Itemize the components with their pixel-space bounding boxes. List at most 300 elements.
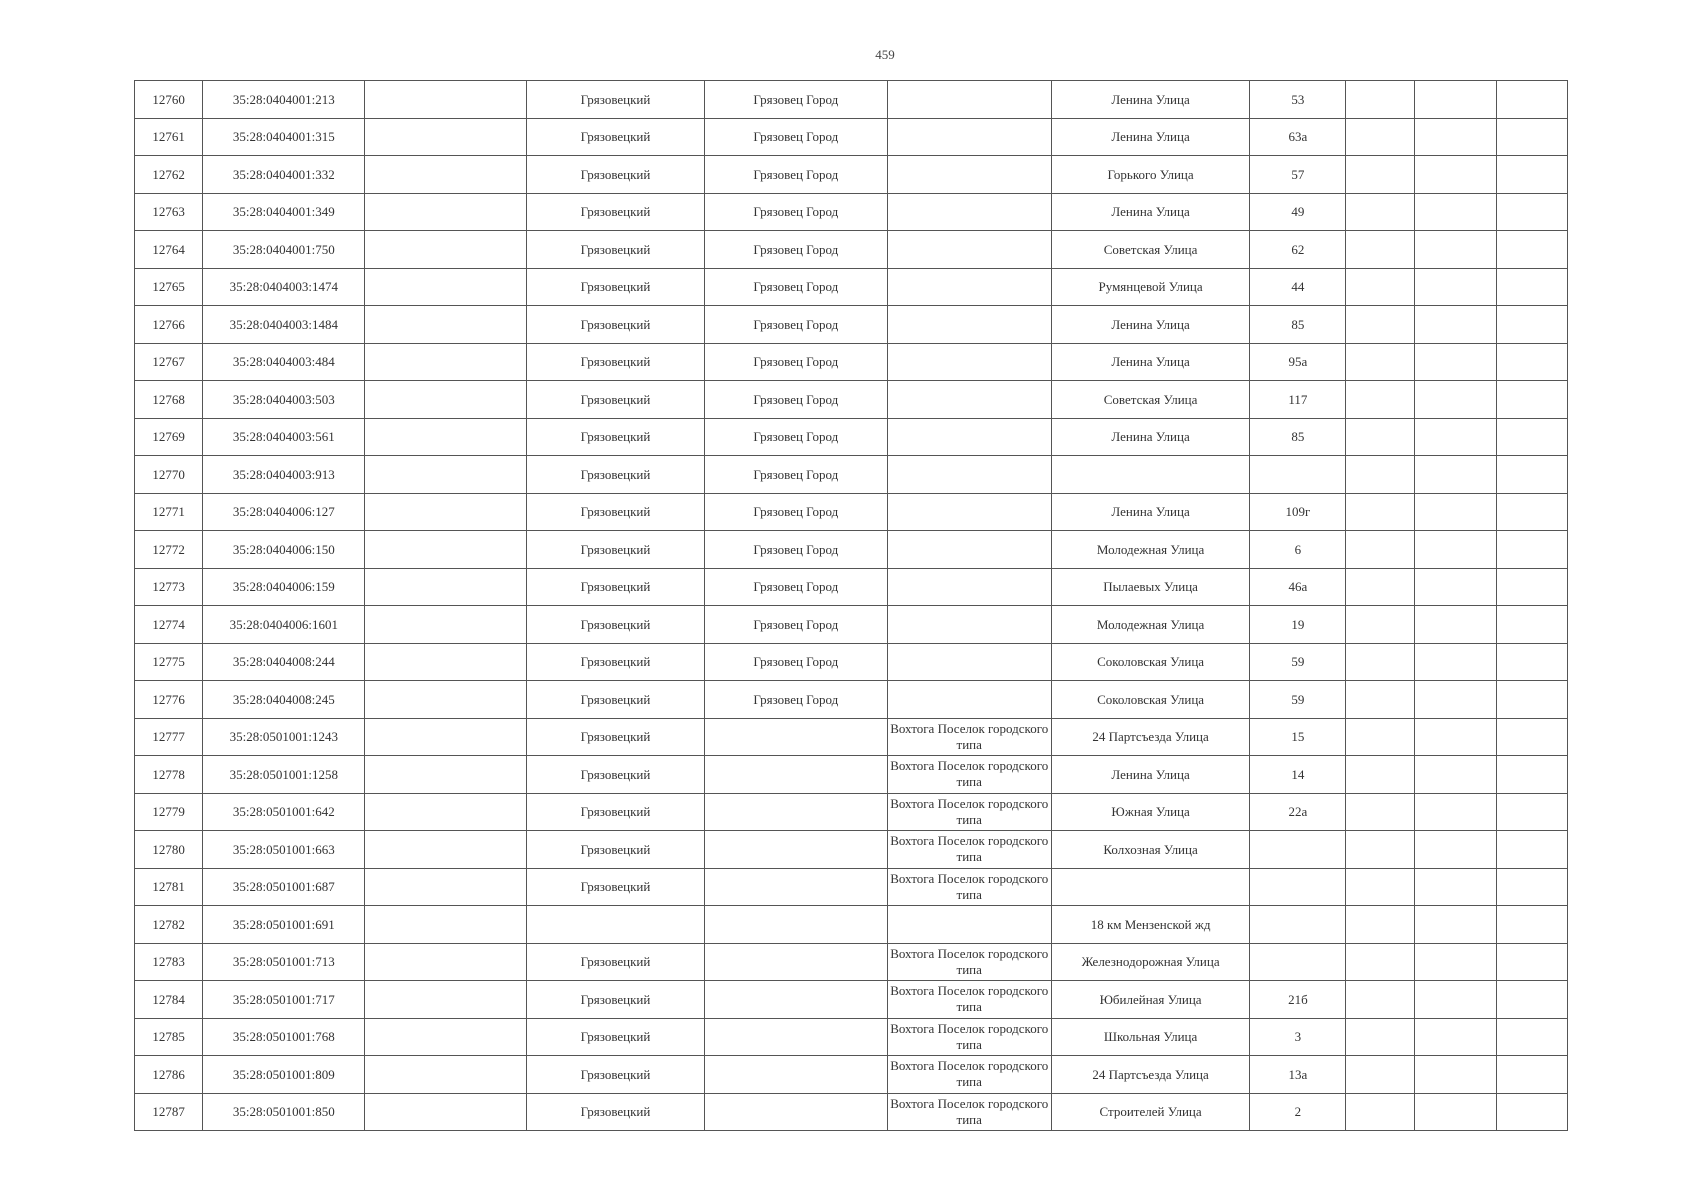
cell-city: Грязовец Город xyxy=(705,568,887,606)
cell-empty xyxy=(1414,456,1496,494)
cell-house xyxy=(1250,831,1346,869)
cell-row-number: 12772 xyxy=(135,531,203,569)
cell-empty xyxy=(365,381,526,419)
cell-city: Грязовец Город xyxy=(705,306,887,344)
cell-empty xyxy=(365,718,526,756)
cell-locality xyxy=(887,606,1051,644)
cell-cadastral-number: 35:28:0501001:850 xyxy=(203,1093,365,1131)
table-row xyxy=(135,418,1568,456)
cell-row-number: 12784 xyxy=(135,981,203,1019)
cell-district: Грязовецкий xyxy=(526,868,704,906)
cell-empty xyxy=(365,906,526,944)
cell-empty xyxy=(1414,306,1496,344)
cell-street: Молодежная Улица xyxy=(1051,606,1249,644)
table-row xyxy=(135,156,1568,194)
cell-empty xyxy=(1346,681,1414,719)
cell-house: 2 xyxy=(1250,1093,1346,1131)
cell-empty xyxy=(1496,418,1567,456)
cell-empty xyxy=(1414,943,1496,981)
cell-empty xyxy=(1346,643,1414,681)
cell-empty xyxy=(1496,381,1567,419)
cell-empty xyxy=(365,756,526,794)
cell-cadastral-number: 35:28:0404001:349 xyxy=(203,193,365,231)
cell-district: Грязовецкий xyxy=(526,418,704,456)
cell-empty xyxy=(1346,718,1414,756)
cell-locality xyxy=(887,906,1051,944)
cell-locality xyxy=(887,343,1051,381)
cell-district: Грязовецкий xyxy=(526,531,704,569)
cell-empty xyxy=(1414,868,1496,906)
cell-empty xyxy=(1346,418,1414,456)
cell-house: 53 xyxy=(1250,81,1346,119)
table-row xyxy=(135,868,1568,906)
cell-empty xyxy=(1496,981,1567,1019)
cell-city: Грязовец Город xyxy=(705,493,887,531)
cell-city xyxy=(705,1093,887,1131)
cell-cadastral-number: 35:28:0404006:150 xyxy=(203,531,365,569)
cell-district: Грязовецкий xyxy=(526,381,704,419)
cell-city: Грязовец Город xyxy=(705,681,887,719)
cell-locality xyxy=(887,118,1051,156)
cell-district: Грязовецкий xyxy=(526,793,704,831)
cell-row-number: 12781 xyxy=(135,868,203,906)
cell-empty xyxy=(1346,118,1414,156)
cell-street xyxy=(1051,868,1249,906)
cell-row-number: 12783 xyxy=(135,943,203,981)
cell-empty xyxy=(1346,606,1414,644)
cell-cadastral-number: 35:28:0404008:245 xyxy=(203,681,365,719)
cell-row-number: 12773 xyxy=(135,568,203,606)
cell-street: Советская Улица xyxy=(1051,381,1249,419)
cell-cadastral-number: 35:28:0404003:1474 xyxy=(203,268,365,306)
table-row xyxy=(135,681,1568,719)
cell-empty xyxy=(1496,793,1567,831)
cell-locality xyxy=(887,381,1051,419)
table-row xyxy=(135,81,1568,119)
cell-district: Грязовецкий xyxy=(526,606,704,644)
cell-row-number: 12780 xyxy=(135,831,203,869)
table-row xyxy=(135,718,1568,756)
cell-empty xyxy=(1496,193,1567,231)
cell-cadastral-number: 35:28:0501001:1258 xyxy=(203,756,365,794)
cell-empty xyxy=(1414,81,1496,119)
cell-empty xyxy=(1346,1056,1414,1094)
cell-empty xyxy=(1496,268,1567,306)
table-row xyxy=(135,568,1568,606)
cell-empty xyxy=(1496,831,1567,869)
cell-district: Грязовецкий xyxy=(526,268,704,306)
table-row xyxy=(135,456,1568,494)
cell-street: Горького Улица xyxy=(1051,156,1249,194)
cell-empty xyxy=(1346,831,1414,869)
cell-district: Грязовецкий xyxy=(526,193,704,231)
cell-empty xyxy=(1414,381,1496,419)
cell-district: Грязовецкий xyxy=(526,943,704,981)
cell-locality xyxy=(887,268,1051,306)
cell-empty xyxy=(1496,906,1567,944)
cell-empty xyxy=(365,793,526,831)
table-row xyxy=(135,756,1568,794)
cell-district: Грязовецкий xyxy=(526,118,704,156)
table-row xyxy=(135,643,1568,681)
cell-locality xyxy=(887,231,1051,269)
cell-empty xyxy=(1414,793,1496,831)
cell-cadastral-number: 35:28:0501001:768 xyxy=(203,1018,365,1056)
cell-row-number: 12785 xyxy=(135,1018,203,1056)
cell-row-number: 12782 xyxy=(135,906,203,944)
cell-street: Румянцевой Улица xyxy=(1051,268,1249,306)
cell-empty xyxy=(1414,606,1496,644)
cell-empty xyxy=(1346,343,1414,381)
cell-empty xyxy=(365,418,526,456)
cell-row-number: 12769 xyxy=(135,418,203,456)
cell-district: Грязовецкий xyxy=(526,681,704,719)
table-row xyxy=(135,793,1568,831)
cell-cadastral-number: 35:28:0501001:642 xyxy=(203,793,365,831)
cell-city: Грязовец Город xyxy=(705,381,887,419)
cell-house: 63а xyxy=(1250,118,1346,156)
cell-empty xyxy=(1346,306,1414,344)
cell-locality: Вохтога Поселок городского типа xyxy=(887,793,1051,831)
cell-cadastral-number: 35:28:0404008:244 xyxy=(203,643,365,681)
cell-empty xyxy=(365,118,526,156)
table-row xyxy=(135,1093,1568,1131)
table-row xyxy=(135,831,1568,869)
cell-house: 22а xyxy=(1250,793,1346,831)
cell-locality: Вохтога Поселок городского типа xyxy=(887,981,1051,1019)
cell-empty xyxy=(1346,531,1414,569)
cell-empty xyxy=(365,568,526,606)
cell-empty xyxy=(365,343,526,381)
cell-row-number: 12766 xyxy=(135,306,203,344)
cell-empty xyxy=(1496,1018,1567,1056)
cell-row-number: 12778 xyxy=(135,756,203,794)
cell-house: 57 xyxy=(1250,156,1346,194)
cell-city: Грязовец Город xyxy=(705,531,887,569)
cell-district: Грязовецкий xyxy=(526,493,704,531)
cell-empty xyxy=(1414,418,1496,456)
cell-locality xyxy=(887,643,1051,681)
cell-locality xyxy=(887,81,1051,119)
cell-empty xyxy=(1346,381,1414,419)
cell-empty xyxy=(1346,493,1414,531)
cell-street: 24 Партсъезда Улица xyxy=(1051,718,1249,756)
cell-city xyxy=(705,718,887,756)
cell-empty xyxy=(1346,231,1414,269)
cell-empty xyxy=(1496,718,1567,756)
cell-empty xyxy=(365,681,526,719)
cell-district: Грязовецкий xyxy=(526,156,704,194)
table-row xyxy=(135,306,1568,344)
page-number: 459 xyxy=(875,47,895,62)
cell-house: 59 xyxy=(1250,681,1346,719)
cell-empty xyxy=(1346,1018,1414,1056)
cell-district: Грязовецкий xyxy=(526,81,704,119)
cell-row-number: 12777 xyxy=(135,718,203,756)
cell-row-number: 12768 xyxy=(135,381,203,419)
cell-empty xyxy=(365,193,526,231)
cell-city: Грязовец Город xyxy=(705,418,887,456)
cell-district: Грязовецкий xyxy=(526,1018,704,1056)
cell-city: Грязовец Город xyxy=(705,231,887,269)
cell-street: Советская Улица xyxy=(1051,231,1249,269)
cell-empty xyxy=(1414,831,1496,869)
cell-locality xyxy=(887,531,1051,569)
cell-street: Молодежная Улица xyxy=(1051,531,1249,569)
cell-city: Грязовец Город xyxy=(705,268,887,306)
cell-empty xyxy=(1346,756,1414,794)
cell-cadastral-number: 35:28:0501001:809 xyxy=(203,1056,365,1094)
cell-locality xyxy=(887,456,1051,494)
cell-empty xyxy=(1346,268,1414,306)
cell-house: 109г xyxy=(1250,493,1346,531)
cell-row-number: 12764 xyxy=(135,231,203,269)
cell-empty xyxy=(1496,868,1567,906)
cell-city: Грязовец Город xyxy=(705,156,887,194)
cell-house: 3 xyxy=(1250,1018,1346,1056)
cell-street: Ленина Улица xyxy=(1051,81,1249,119)
cell-locality xyxy=(887,681,1051,719)
cell-empty xyxy=(1496,1056,1567,1094)
cell-empty xyxy=(1496,156,1567,194)
cell-cadastral-number: 35:28:0501001:687 xyxy=(203,868,365,906)
cell-empty xyxy=(365,831,526,869)
cell-empty xyxy=(1346,81,1414,119)
cell-street: Ленина Улица xyxy=(1051,493,1249,531)
cell-empty xyxy=(1496,943,1567,981)
cell-cadastral-number: 35:28:0404001:315 xyxy=(203,118,365,156)
cell-cadastral-number: 35:28:0404003:1484 xyxy=(203,306,365,344)
cell-empty xyxy=(365,981,526,1019)
cell-empty xyxy=(365,231,526,269)
cell-empty xyxy=(1414,156,1496,194)
table-body xyxy=(135,81,1568,1131)
cell-city: Грязовец Город xyxy=(705,81,887,119)
cell-street: Соколовская Улица xyxy=(1051,643,1249,681)
cell-street: Ленина Улица xyxy=(1051,306,1249,344)
cell-district: Грязовецкий xyxy=(526,756,704,794)
cell-district: Грязовецкий xyxy=(526,1056,704,1094)
cell-city xyxy=(705,1018,887,1056)
cell-empty xyxy=(1496,756,1567,794)
cell-empty xyxy=(1414,531,1496,569)
cell-empty xyxy=(365,306,526,344)
cell-street: Ленина Улица xyxy=(1051,343,1249,381)
cell-empty xyxy=(365,606,526,644)
cell-empty xyxy=(1346,943,1414,981)
cell-empty xyxy=(1414,493,1496,531)
cell-empty xyxy=(1346,868,1414,906)
cell-district xyxy=(526,906,704,944)
cell-city xyxy=(705,868,887,906)
table-row xyxy=(135,981,1568,1019)
cell-house xyxy=(1250,943,1346,981)
cell-street: Пылаевых Улица xyxy=(1051,568,1249,606)
cell-empty xyxy=(1346,906,1414,944)
cell-empty xyxy=(1496,568,1567,606)
cell-district: Грязовецкий xyxy=(526,643,704,681)
cell-locality: Вохтога Поселок городского типа xyxy=(887,1093,1051,1131)
cell-house: 44 xyxy=(1250,268,1346,306)
cell-locality xyxy=(887,156,1051,194)
cell-district: Грязовецкий xyxy=(526,343,704,381)
cell-empty xyxy=(1414,118,1496,156)
cell-city xyxy=(705,1056,887,1094)
cell-row-number: 12771 xyxy=(135,493,203,531)
cell-house: 13а xyxy=(1250,1056,1346,1094)
cell-city xyxy=(705,981,887,1019)
cell-empty xyxy=(1414,756,1496,794)
cell-empty xyxy=(1496,231,1567,269)
cell-empty xyxy=(365,268,526,306)
registry-table xyxy=(134,80,1568,1131)
cell-empty xyxy=(365,1018,526,1056)
cell-house: 19 xyxy=(1250,606,1346,644)
cell-empty xyxy=(365,493,526,531)
cell-empty xyxy=(365,456,526,494)
cell-district: Грязовецкий xyxy=(526,456,704,494)
cell-empty xyxy=(1496,456,1567,494)
cell-row-number: 12787 xyxy=(135,1093,203,1131)
cell-house: 15 xyxy=(1250,718,1346,756)
cell-house: 62 xyxy=(1250,231,1346,269)
cell-locality xyxy=(887,568,1051,606)
cell-empty xyxy=(365,943,526,981)
cell-empty xyxy=(1414,568,1496,606)
cell-city: Грязовец Город xyxy=(705,606,887,644)
cell-empty xyxy=(1496,606,1567,644)
cell-row-number: 12770 xyxy=(135,456,203,494)
cell-cadastral-number: 35:28:0501001:717 xyxy=(203,981,365,1019)
table-row xyxy=(135,906,1568,944)
cell-city: Грязовец Город xyxy=(705,118,887,156)
cell-district: Грязовецкий xyxy=(526,231,704,269)
cell-cadastral-number: 35:28:0404006:159 xyxy=(203,568,365,606)
cell-house: 59 xyxy=(1250,643,1346,681)
cell-empty xyxy=(1496,1093,1567,1131)
cell-empty xyxy=(365,1056,526,1094)
cell-locality xyxy=(887,493,1051,531)
table-row xyxy=(135,268,1568,306)
cell-street: Ленина Улица xyxy=(1051,193,1249,231)
cell-house xyxy=(1250,456,1346,494)
cell-empty xyxy=(1346,456,1414,494)
cell-empty xyxy=(1346,981,1414,1019)
cell-row-number: 12762 xyxy=(135,156,203,194)
cell-empty xyxy=(1496,306,1567,344)
cell-empty xyxy=(1346,156,1414,194)
cell-city: Грязовец Город xyxy=(705,456,887,494)
table-row xyxy=(135,943,1568,981)
cell-cadastral-number: 35:28:0404003:503 xyxy=(203,381,365,419)
cell-empty xyxy=(1414,906,1496,944)
cell-locality: Вохтога Поселок городского типа xyxy=(887,718,1051,756)
cell-empty xyxy=(365,156,526,194)
cell-city: Грязовец Город xyxy=(705,643,887,681)
cell-house: 46а xyxy=(1250,568,1346,606)
cell-cadastral-number: 35:28:0404003:561 xyxy=(203,418,365,456)
cell-street: Колхозная Улица xyxy=(1051,831,1249,869)
cell-row-number: 12779 xyxy=(135,793,203,831)
cell-empty xyxy=(1496,643,1567,681)
table-row xyxy=(135,606,1568,644)
cell-street: 24 Партсъезда Улица xyxy=(1051,1056,1249,1094)
cell-locality xyxy=(887,193,1051,231)
cell-empty xyxy=(1496,81,1567,119)
cell-cadastral-number: 35:28:0501001:691 xyxy=(203,906,365,944)
cell-street: Ленина Улица xyxy=(1051,756,1249,794)
cell-house: 6 xyxy=(1250,531,1346,569)
cell-locality: Вохтога Поселок городского типа xyxy=(887,756,1051,794)
cell-locality: Вохтога Поселок городского типа xyxy=(887,831,1051,869)
cell-street: 18 км Мензенской жд xyxy=(1051,906,1249,944)
cell-street xyxy=(1051,456,1249,494)
cell-city xyxy=(705,793,887,831)
cell-district: Грязовецкий xyxy=(526,981,704,1019)
cell-cadastral-number: 35:28:0404003:913 xyxy=(203,456,365,494)
cell-empty xyxy=(1496,118,1567,156)
cell-cadastral-number: 35:28:0404001:750 xyxy=(203,231,365,269)
cell-street: Соколовская Улица xyxy=(1051,681,1249,719)
cell-district: Грязовецкий xyxy=(526,718,704,756)
cell-cadastral-number: 35:28:0404006:127 xyxy=(203,493,365,531)
table-row xyxy=(135,118,1568,156)
cell-house: 49 xyxy=(1250,193,1346,231)
cell-street: Юбилейная Улица xyxy=(1051,981,1249,1019)
cell-empty xyxy=(1414,193,1496,231)
cell-cadastral-number: 35:28:0404001:213 xyxy=(203,81,365,119)
cell-locality xyxy=(887,306,1051,344)
cell-empty xyxy=(365,531,526,569)
cell-house: 117 xyxy=(1250,381,1346,419)
cell-street: Ленина Улица xyxy=(1051,118,1249,156)
cell-house xyxy=(1250,906,1346,944)
cell-city xyxy=(705,943,887,981)
cell-street: Школьная Улица xyxy=(1051,1018,1249,1056)
cell-city: Грязовец Город xyxy=(705,193,887,231)
cell-empty xyxy=(365,868,526,906)
table-row xyxy=(135,531,1568,569)
cell-locality: Вохтога Поселок городского типа xyxy=(887,943,1051,981)
cell-empty xyxy=(1414,981,1496,1019)
cell-empty xyxy=(1496,531,1567,569)
cell-locality: Вохтога Поселок городского типа xyxy=(887,1056,1051,1094)
cell-empty xyxy=(1496,493,1567,531)
cell-street: Южная Улица xyxy=(1051,793,1249,831)
cell-district: Грязовецкий xyxy=(526,306,704,344)
cell-row-number: 12765 xyxy=(135,268,203,306)
table-row xyxy=(135,381,1568,419)
table-row xyxy=(135,1018,1568,1056)
cell-house: 85 xyxy=(1250,306,1346,344)
cell-row-number: 12761 xyxy=(135,118,203,156)
table-row xyxy=(135,493,1568,531)
cell-cadastral-number: 35:28:0404003:484 xyxy=(203,343,365,381)
cell-locality: Вохтога Поселок городского типа xyxy=(887,868,1051,906)
table-row xyxy=(135,231,1568,269)
cell-street: Железнодорожная Улица xyxy=(1051,943,1249,981)
cell-row-number: 12786 xyxy=(135,1056,203,1094)
cell-city: Грязовец Город xyxy=(705,343,887,381)
cell-empty xyxy=(1414,681,1496,719)
cell-street: Строителей Улица xyxy=(1051,1093,1249,1131)
cell-house xyxy=(1250,868,1346,906)
cell-cadastral-number: 35:28:0404001:332 xyxy=(203,156,365,194)
cell-row-number: 12776 xyxy=(135,681,203,719)
cell-city xyxy=(705,906,887,944)
cell-cadastral-number: 35:28:0404006:1601 xyxy=(203,606,365,644)
cell-house: 95а xyxy=(1250,343,1346,381)
